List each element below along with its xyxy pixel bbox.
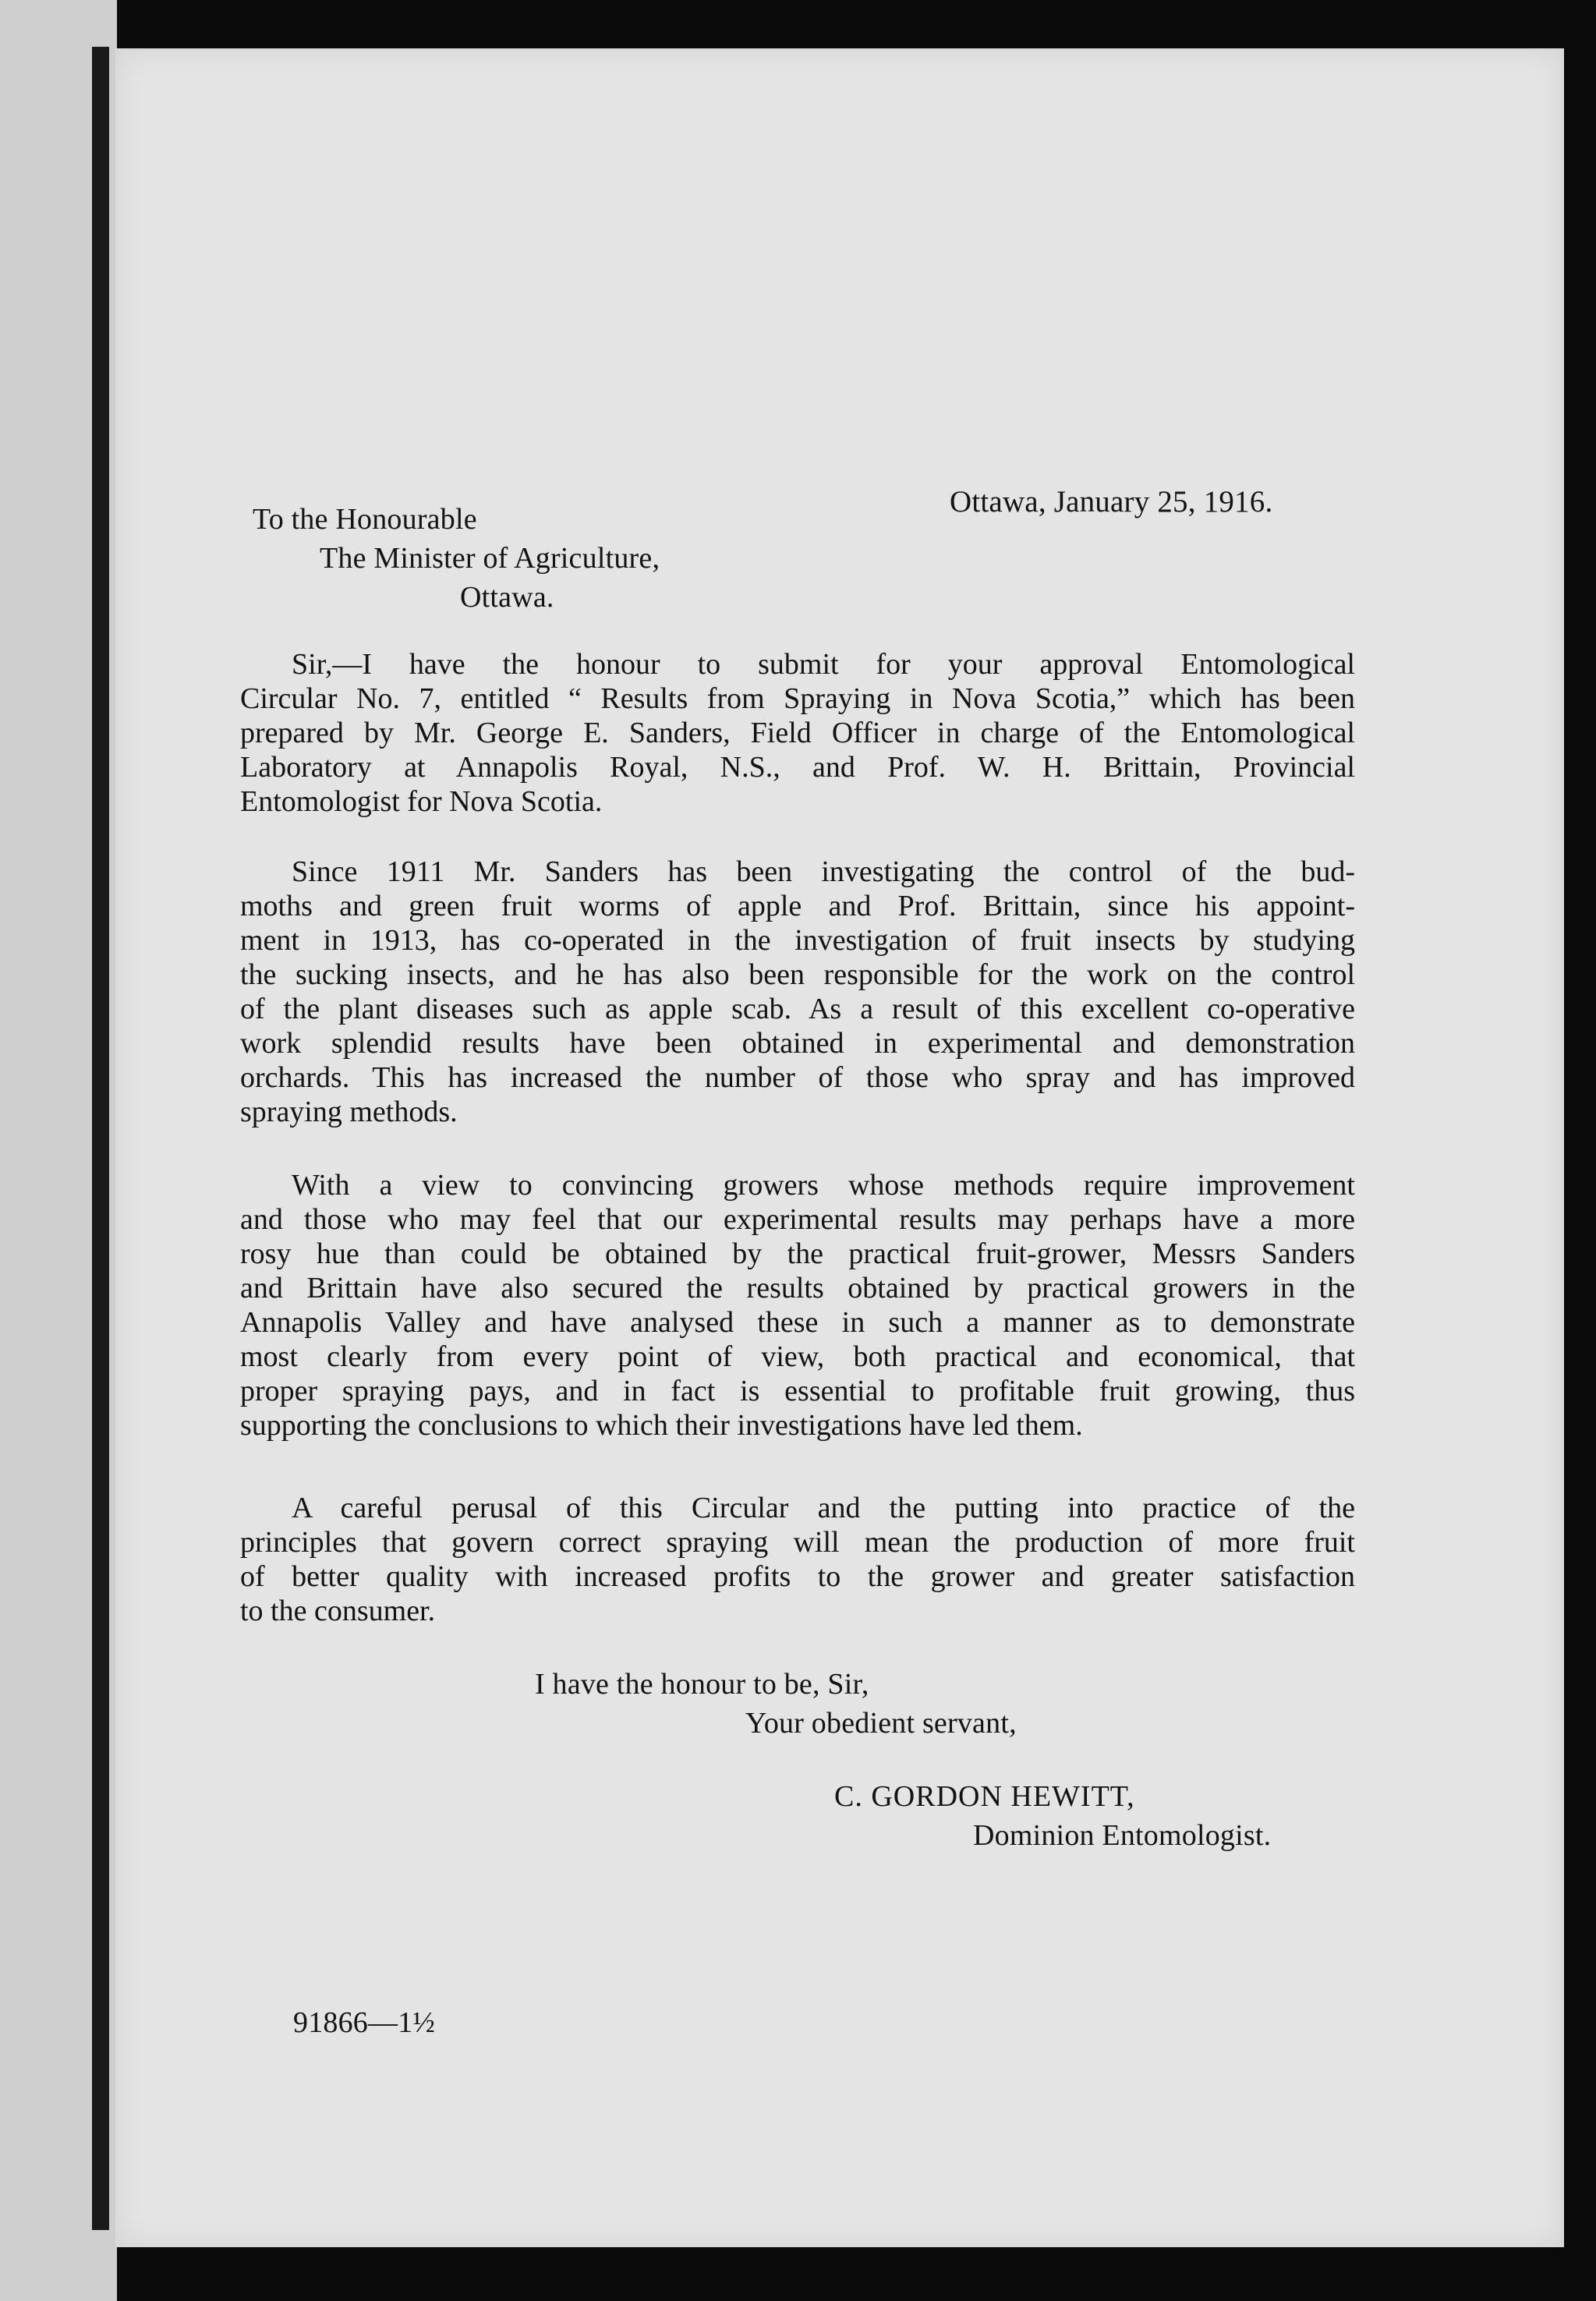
paragraph-line: With a view to convincing growers whose methods require improvement (292, 1169, 1355, 1202)
closing-line-2: Your obedient servant, (745, 1707, 1017, 1740)
signature-title: Dominion Entomologist. (973, 1819, 1272, 1852)
paragraph-line: Entomologist for Nova Scotia. (240, 785, 603, 818)
paragraph-line: of the plant diseases such as apple scab. As a result of this excellent co-operative (240, 993, 1355, 1025)
paragraph-line: most clearly from every point of view, both practical and economical, that (240, 1340, 1355, 1373)
paragraph-line: of better quality with increased profits to the grower and greater satisfaction (240, 1560, 1355, 1593)
paragraph-line: spraying methods. (240, 1096, 458, 1128)
paragraph-line: A careful perusal of this Circular and the putting into practice of the (292, 1492, 1355, 1524)
signature-name: C. GORDON HEWITT, (834, 1780, 1135, 1813)
paragraph-line: Annapolis Valley and have analysed these in such a manner as to demonstrate (240, 1306, 1355, 1339)
paragraph-line: Since 1911 Mr. Sanders has been investigating the control of the bud- (292, 855, 1355, 888)
paragraph-line: rosy hue than could be obtained by the practical fruit-grower, Messrs Sanders (240, 1237, 1355, 1270)
paragraph-1 (240, 647, 1355, 819)
paragraph-line: Sir,—I have the honour to submit for your approval Entomological (292, 648, 1355, 681)
paragraph-line: Laboratory at Annapolis Royal, N.S., and Prof. W. H. Brittain, Provincial (240, 751, 1355, 784)
paragraph-line: supporting the conclusions to which their investigations have led them. (240, 1409, 1083, 1442)
footer-code: 91866—1½ (293, 2006, 436, 2039)
paragraph-line: to the consumer. (240, 1595, 436, 1627)
closing-line-1: I have the honour to be, Sir, (535, 1668, 869, 1701)
address-line-2: The Minister of Agriculture, (320, 542, 660, 575)
dateline: Ottawa, January 25, 1916. (950, 485, 1273, 519)
paragraph-line: and Brittain have also secured the results obtained by practical growers in the (240, 1272, 1355, 1304)
paragraph-line: work splendid results have been obtained in experimental and demonstration (240, 1027, 1355, 1060)
address-line-3: Ottawa. (460, 581, 554, 614)
paragraph-3 (240, 1168, 1355, 1443)
address-line-1: To the Honourable (253, 503, 477, 536)
paragraph-line: Circular No. 7, entitled “ Results from Spraying in Nova Scotia,” which has been (240, 682, 1355, 715)
paragraph-line: principles that govern correct spraying will mean the production of more fruit (240, 1526, 1355, 1559)
paragraph-4 (240, 1491, 1355, 1628)
paragraph-line: orchards. This has increased the number of those who spray and has improved (240, 1061, 1355, 1094)
paragraph-line: the sucking insects, and he has also been responsible for the work on the control (240, 958, 1355, 991)
paragraph-line: ment in 1913, has co-operated in the investigation of fruit insects by studying (240, 924, 1355, 957)
paragraph-2 (240, 855, 1355, 1129)
paragraph-line: proper spraying pays, and in fact is essential to profitable fruit growing, thus (240, 1375, 1355, 1407)
paragraph-line: and those who may feel that our experimental results may perhaps have a more (240, 1203, 1355, 1236)
binding-shadow (92, 47, 109, 2230)
paragraph-line: prepared by Mr. George E. Sanders, Field Officer in charge of the Entomological (240, 717, 1355, 749)
paragraph-line: moths and green fruit worms of apple and Prof. Brittain, since his appoint- (240, 890, 1355, 922)
letter-page (115, 48, 1564, 2247)
